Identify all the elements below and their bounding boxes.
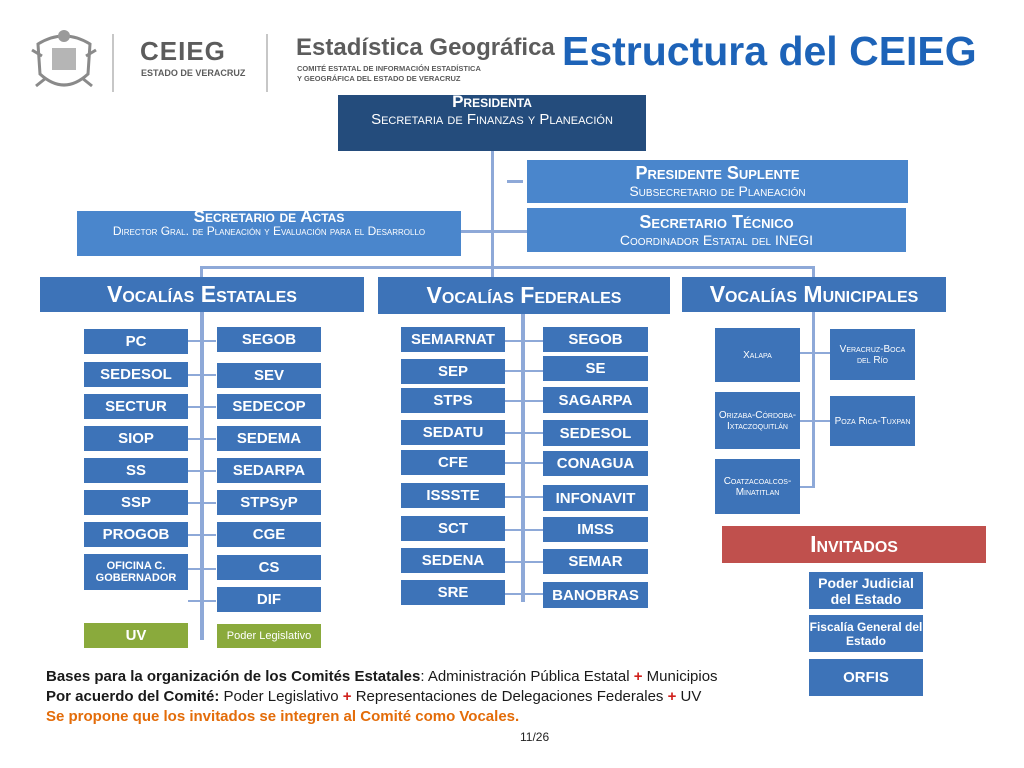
federal-vocal-box: IMSS bbox=[543, 517, 648, 542]
estatal-vocal-box: SEDARPA bbox=[217, 458, 321, 483]
connector-line bbox=[800, 352, 830, 354]
estatal-vocal-box: SEGOB bbox=[217, 327, 321, 352]
notes-block bbox=[46, 667, 826, 727]
federal-vocal-box: SRE bbox=[401, 580, 505, 605]
secretario-actas-subtitle: Director Gral. de Planeación y Evaluación para el Desarrollo bbox=[112, 224, 426, 238]
federal-vocal-box: CONAGUA bbox=[543, 451, 648, 476]
connector-line bbox=[505, 561, 543, 563]
veracruz-coat-of-arms-icon bbox=[28, 26, 100, 94]
estatal-vocal-box: STPSyP bbox=[217, 490, 321, 515]
geo-logo-name: Estadística Geográfica bbox=[296, 34, 555, 61]
municipal-vocal-box: Coatzacoalcos- Minatitlan bbox=[715, 459, 800, 514]
connector-line bbox=[800, 486, 815, 488]
vocalias-municipales-header: Vocalías Municipales bbox=[682, 277, 946, 312]
connector-line bbox=[188, 568, 216, 570]
connector-line bbox=[505, 340, 543, 342]
federal-vocal-box: SEDENA bbox=[401, 548, 505, 573]
estatal-vocal-box: SEDEMA bbox=[217, 426, 321, 451]
note-line-2: Por acuerdo del Comité: Poder Legislativo + Representaciones de Delegaciones Federales + UV bbox=[46, 688, 702, 705]
secretario-tecnico-box bbox=[527, 208, 906, 252]
federal-vocal-box: SEDATU bbox=[401, 420, 505, 445]
connector-line bbox=[188, 374, 216, 376]
secretario-actas-box bbox=[77, 211, 461, 256]
federal-vocal-box: BANOBRAS bbox=[543, 582, 648, 608]
presidente-suplente-box bbox=[527, 160, 908, 203]
connector-line bbox=[505, 400, 543, 402]
connector-line bbox=[491, 150, 494, 268]
invitado-box: Fiscalía General del Estado bbox=[809, 615, 923, 652]
estatal-vocal-box: SIOP bbox=[84, 426, 188, 451]
presidenta-box bbox=[338, 95, 646, 151]
connector-line bbox=[507, 180, 523, 183]
vocalias-estatales-header: Vocalías Estatales bbox=[40, 277, 364, 312]
municipal-vocal-box: Xalapa bbox=[715, 328, 800, 382]
connector-line bbox=[505, 529, 543, 531]
secretario-actas-title: Secretario de Actas bbox=[193, 211, 345, 226]
connector-line bbox=[188, 406, 216, 408]
connector-line bbox=[461, 230, 527, 233]
connector-line bbox=[188, 502, 216, 504]
estatal-vocal-box: OFICINA C. GOBERNADOR bbox=[84, 554, 188, 590]
municipal-vocal-box: Poza Rica-Tuxpan bbox=[830, 396, 915, 446]
connector-line bbox=[200, 312, 204, 640]
presidenta-subtitle: Secretaria de Finanzas y Planeación bbox=[371, 111, 613, 128]
secretario-tecnico-subtitle: Coordinador Estatal del INEGI bbox=[619, 231, 814, 248]
estatal-vocal-box-uv: UV bbox=[84, 623, 188, 648]
federal-vocal-box: SEP bbox=[401, 359, 505, 384]
secretario-tecnico-title: Secretario Técnico bbox=[639, 211, 794, 232]
connector-line bbox=[200, 266, 815, 269]
invitado-box: Poder Judicial del Estado bbox=[809, 572, 923, 609]
presidente-suplente-subtitle: Subsecretario de Planeación bbox=[629, 183, 806, 199]
vocalias-federales-header: Vocalías Federales bbox=[378, 277, 670, 314]
federal-vocal-box: CFE bbox=[401, 450, 505, 475]
header-divider bbox=[112, 34, 114, 92]
connector-line bbox=[812, 312, 815, 488]
connector-line bbox=[800, 420, 830, 422]
connector-line bbox=[188, 470, 216, 472]
estatal-vocal-box: SEV bbox=[217, 363, 321, 388]
federal-vocal-box: SCT bbox=[401, 516, 505, 541]
estatal-vocal-box: CS bbox=[217, 555, 321, 580]
connector-line bbox=[505, 370, 543, 372]
connector-line bbox=[505, 432, 543, 434]
note-line-1: Bases para la organización de los Comités Estatales: Administración Pública Estatal + Municipios bbox=[46, 668, 718, 685]
connector-line bbox=[505, 462, 543, 464]
page-number: 11/26 bbox=[520, 730, 550, 744]
estatal-vocal-box: DIF bbox=[217, 587, 321, 612]
geo-logo-subtitle: COMITÉ ESTATAL DE INFORMACIÓN ESTADÍSTICA Y GEOGRÁFICA DEL ESTADO DE VERACRUZ bbox=[297, 64, 481, 83]
federal-vocal-box: SEMARNAT bbox=[401, 327, 505, 352]
connector-line bbox=[521, 314, 525, 602]
federal-vocal-box: SEMAR bbox=[543, 549, 648, 574]
invitado-box: ORFIS bbox=[809, 659, 923, 696]
federal-vocal-box: ISSSTE bbox=[401, 483, 505, 508]
municipal-vocal-box: Veracruz-Boca del Río bbox=[830, 329, 915, 380]
connector-line bbox=[505, 593, 543, 595]
estatal-vocal-box: PC bbox=[84, 329, 188, 354]
federal-vocal-box: SEGOB bbox=[543, 327, 648, 352]
estatal-vocal-box-poder-legislativo: Poder Legislativo bbox=[217, 624, 321, 648]
estatal-vocal-box: SECTUR bbox=[84, 394, 188, 419]
connector-line bbox=[188, 600, 216, 602]
note-line-3: Se propone que los invitados se integren al Comité como Vocales. bbox=[46, 708, 520, 725]
presidenta-title: Presidenta bbox=[452, 95, 532, 111]
presidente-suplente-title: Presidente Suplente bbox=[635, 163, 800, 183]
estatal-vocal-box: PROGOB bbox=[84, 522, 188, 547]
page-title: Estructura del CEIEG bbox=[562, 28, 977, 74]
federal-vocal-box: INFONAVIT bbox=[543, 485, 648, 511]
estatal-vocal-box: CGE bbox=[217, 522, 321, 547]
ceieg-logo-subtitle: ESTADO DE VERACRUZ bbox=[141, 68, 246, 78]
estatal-vocal-box: SEDECOP bbox=[217, 394, 321, 419]
federal-vocal-box: STPS bbox=[401, 388, 505, 413]
federal-vocal-box: SEDESOL bbox=[543, 420, 648, 446]
estatal-vocal-box: SEDESOL bbox=[84, 362, 188, 387]
estatal-vocal-box: SSP bbox=[84, 490, 188, 515]
estatal-vocal-box: SS bbox=[84, 458, 188, 483]
connector-line bbox=[505, 496, 543, 498]
municipal-vocal-box: Orizaba-Córdoba-Ixtaczoquitlán bbox=[715, 392, 800, 449]
federal-vocal-box: SAGARPA bbox=[543, 387, 648, 413]
ceieg-logo-name: CEIEG bbox=[140, 36, 226, 66]
connector-line bbox=[188, 340, 216, 342]
connector-line bbox=[188, 534, 216, 536]
invitados-header: Invitados bbox=[722, 526, 986, 563]
header-divider bbox=[266, 34, 268, 92]
connector-line bbox=[188, 438, 216, 440]
federal-vocal-box: SE bbox=[543, 356, 648, 381]
